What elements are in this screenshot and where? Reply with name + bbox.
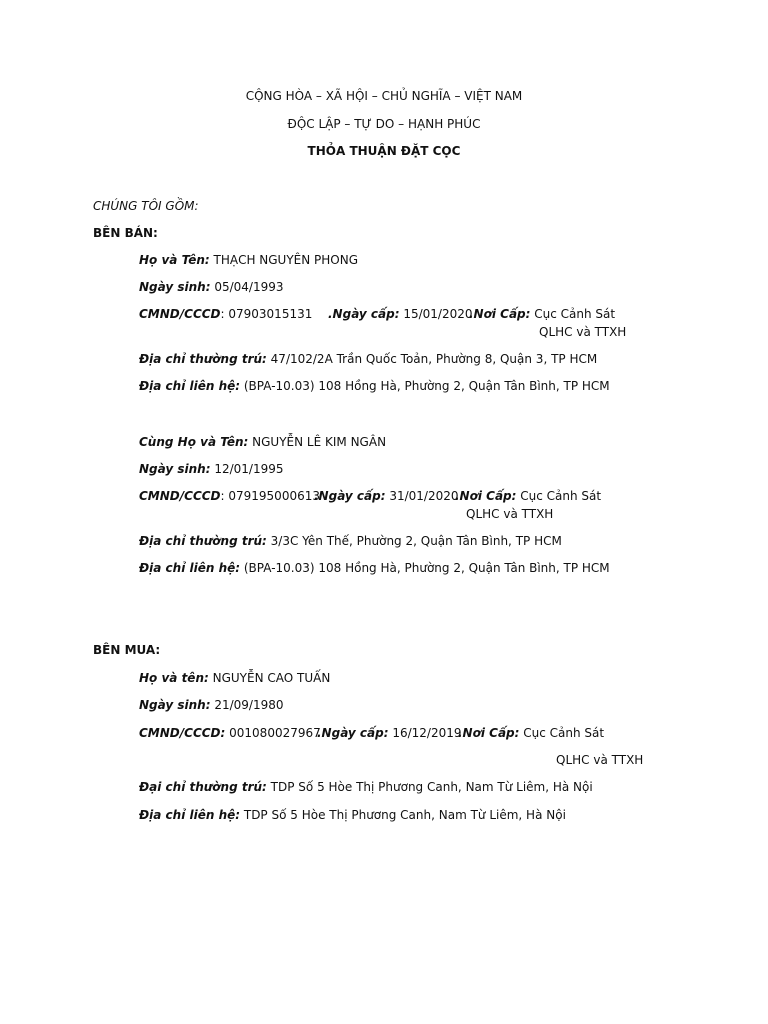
field-value: (BPA-10.03) 108 Hồng Hà, Phường 2, Quận Tân Bình, TP HCM [240, 561, 610, 575]
field-value: 05/04/1993 [210, 280, 284, 294]
field-value: THẠCH NGUYÊN PHONG [209, 253, 359, 267]
field-label: .Ngày cấp: [314, 489, 386, 503]
field-value: NGUYỄN CAO TUẤN [208, 671, 331, 685]
seller2-issue-row [314, 488, 459, 504]
buyer-place-cont: QLHC và TTXH [556, 753, 644, 767]
seller1-name-row [139, 252, 358, 268]
seller2-perm-address-row [139, 533, 562, 549]
field-value: 001080027967 [225, 726, 321, 740]
field-value: 21/09/1980 [210, 698, 284, 712]
field-value: TDP Số 5 Hòe Thị Phương Canh, Nam Từ Liêm, Hà Nội [266, 780, 593, 794]
seller2-contact-address-row [139, 560, 610, 576]
seller-heading: BÊN BÁN: [93, 226, 158, 240]
field-label: Ngày sinh: [139, 698, 211, 712]
field-label: CMND/CCCD [139, 489, 221, 503]
seller2-place-cont: QLHC và TTXH [466, 507, 554, 521]
buyer-perm-address-row [139, 779, 593, 795]
field-value: TDP Số 5 Hòe Thị Phương Canh, Nam Từ Liêm, Hà Nội [240, 808, 566, 822]
field-label: Cùng Họ và Tên: [139, 435, 249, 449]
field-label: .Nơi Cấp: [458, 726, 520, 740]
field-value: NGUYỄN LÊ KIM NGÂN [248, 435, 387, 449]
seller2-id-row [139, 488, 320, 504]
buyer-name-row [139, 670, 330, 686]
field-value: Cục Cảnh Sát [530, 307, 616, 321]
buyer-heading: BÊN MUA: [93, 643, 161, 657]
field-label: Ngày sinh: [139, 280, 211, 294]
field-label: Địa chỉ liên hệ: [139, 561, 241, 575]
field-value: 16/12/2019 [388, 726, 462, 740]
seller1-place-row [469, 306, 615, 322]
buyer-issue-row [317, 725, 462, 741]
seller2-place-row [455, 488, 601, 504]
field-label: Họ và Tên: [139, 253, 210, 267]
field-value: 31/01/2020 [385, 489, 459, 503]
field-value: 12/01/1995 [210, 462, 284, 476]
buyer-id-row [139, 725, 321, 741]
field-value: Cục Cảnh Sát [519, 726, 605, 740]
field-label: Địa chỉ liên hệ: [139, 379, 241, 393]
field-label: Địa chỉ thường trú: [139, 534, 267, 548]
document-title: THỎA THUẬN ĐẶT CỌC [307, 144, 461, 158]
intro-text: CHÚNG TÔI GỒM: [93, 199, 199, 213]
motto: ĐỘC LẬP – TỰ DO – HẠNH PHÚC [287, 117, 481, 131]
seller1-place-cont: QLHC và TTXH [539, 325, 627, 339]
seller1-perm-address-row [139, 351, 597, 367]
seller2-dob-row [139, 461, 284, 477]
field-label: Ngày sinh: [139, 462, 211, 476]
field-label: .Nơi Cấp: [455, 489, 517, 503]
field-value: Cục Cảnh Sát [516, 489, 602, 503]
field-value: : 079195000613 [220, 489, 320, 503]
field-value: 15/01/2020 [399, 307, 473, 321]
field-value: (BPA-10.03) 108 Hồng Hà, Phường 2, Quận Tân Bình, TP HCM [240, 379, 610, 393]
national-title: CỘNG HÒA – XÃ HỘI – CHỦ NGHĨA – VIỆT NAM [245, 89, 523, 103]
field-value: 3/3C Yên Thế, Phường 2, Quận Tân Bình, TP HCM [266, 534, 562, 548]
field-label: .Nơi Cấp: [469, 307, 531, 321]
seller1-contact-address-row [139, 378, 610, 394]
seller2-name-row [139, 434, 386, 450]
field-value: 47/102/2A Trần Quốc Toản, Phường 8, Quận 3, TP HCM [266, 352, 598, 366]
field-label: Địa chỉ thường trú: [139, 352, 267, 366]
field-label: CMND/CCCD [139, 307, 221, 321]
field-label: .Ngày cấp: [317, 726, 389, 740]
buyer-dob-row [139, 697, 284, 713]
seller1-id-row [139, 306, 312, 322]
seller1-issue-row [328, 306, 473, 322]
buyer-place-row [458, 725, 604, 741]
buyer-contact-address-row [139, 807, 566, 823]
field-label: Địa chỉ liên hệ: [139, 808, 241, 822]
field-label: Đại chỉ thường trú: [139, 780, 267, 794]
field-value: : 07903015131 [220, 307, 313, 321]
seller1-dob-row [139, 279, 284, 295]
field-label: CMND/CCCD: [139, 726, 226, 740]
field-label: .Ngày cấp: [328, 307, 400, 321]
field-label: Họ và tên: [139, 671, 209, 685]
